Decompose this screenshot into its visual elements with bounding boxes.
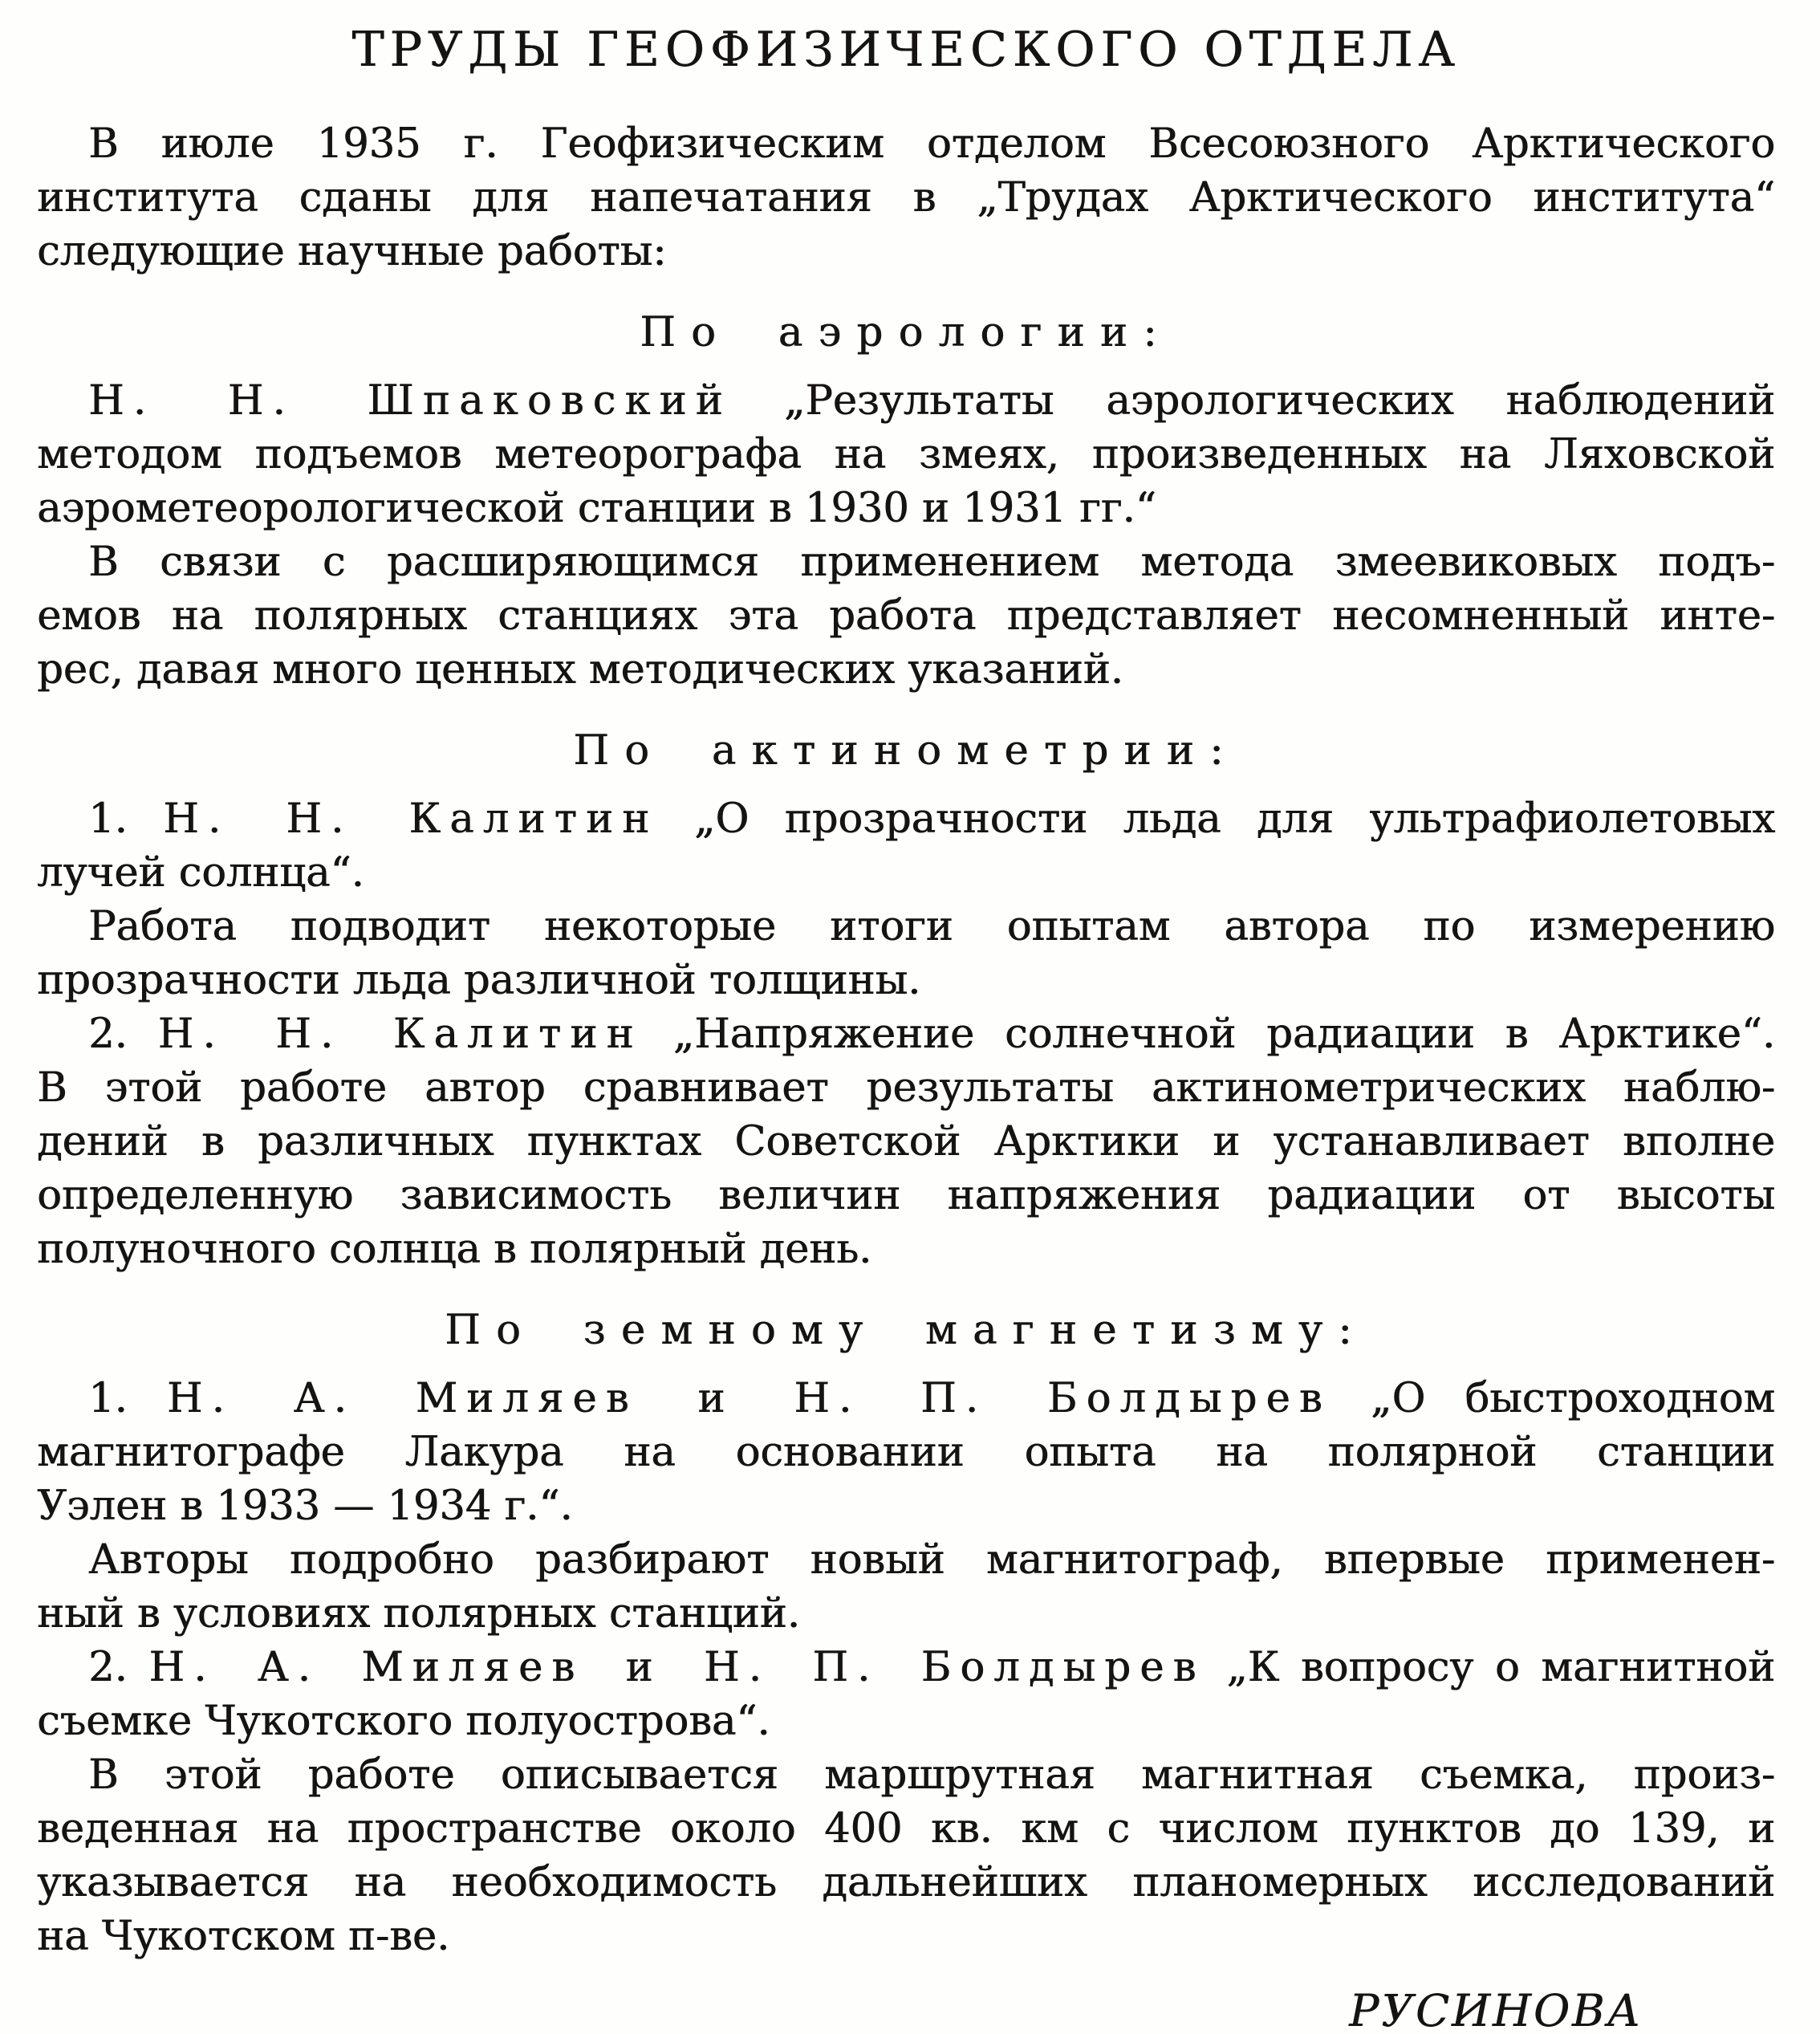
text-segment: определенную зависимость величин напряжения радиации от высоты: [37, 1172, 1775, 1219]
text-segment: „Результаты аэрологических наблюдений: [731, 377, 1776, 425]
text-segment: В этой работе описывается маршрутная магнитная съемка, произ-: [88, 1751, 1775, 1799]
text-line: [37, 1426, 1775, 1479]
author-name-spaced: Н. Н. Шпаковский: [88, 377, 732, 425]
text-line: [37, 900, 1775, 954]
text-line: [37, 1061, 1775, 1115]
text-line: [37, 954, 1775, 1007]
text-line: [37, 846, 1775, 900]
text-line: [37, 374, 1775, 428]
paragraph: [37, 1748, 1775, 1963]
text-segment: рес, давая много ценных методических указаний.: [37, 646, 1123, 694]
text-segment: магнитографе Лакура на основании опыта на полярной станции: [37, 1429, 1775, 1476]
text-segment: дений в различных пунктах Советской Арктики и устанавливает вполне: [37, 1118, 1775, 1165]
text-line: [37, 225, 1775, 279]
text-segment: 2.: [88, 1644, 149, 1691]
text-segment: 2.: [88, 1011, 158, 1058]
paragraph: [37, 1372, 1775, 1533]
paragraph: [37, 1007, 1775, 1276]
document-title: ТРУДЫ ГЕОФИЗИЧЕСКОГО ОТДЕЛА: [351, 22, 1460, 78]
paragraph: [37, 117, 1775, 279]
text-line: [37, 1115, 1775, 1169]
text-segment: прозрачности льда различной толщины.: [37, 957, 921, 1004]
text-segment: Уэлен в 1933 — 1934 г.“.: [37, 1483, 573, 1530]
section-heading: По актинометрии:: [573, 727, 1239, 775]
text-segment: на Чукотском п-ве.: [37, 1913, 450, 1960]
author-name-spaced: Н. Н. Калитин: [163, 795, 659, 843]
text-segment: полуночного солнца в полярный день.: [37, 1226, 872, 1273]
paragraph: [37, 535, 1775, 697]
author-name-spaced: Н. Н. Калитин: [157, 1011, 643, 1058]
text-segment: 1.: [88, 1375, 167, 1422]
text-line: [37, 643, 1775, 697]
text-segment: съемке Чукотского полуострова“.: [37, 1698, 770, 1745]
paragraph: [37, 1641, 1775, 1748]
text-segment: указывается на необходимость дальнейших планомерных исследований: [37, 1859, 1775, 1906]
text-line: [37, 1641, 1775, 1694]
text-line: [37, 1748, 1775, 1802]
text-line: [37, 1479, 1775, 1533]
text-segment: аэрометеорологической станции в 1930 и 1931 гг.“: [37, 485, 1156, 532]
text-line: [37, 1169, 1775, 1222]
paragraph: [37, 1533, 1775, 1641]
text-segment: института сданы для напечатания в „Трудах Арктического института“: [37, 174, 1775, 222]
text-segment: В этой работе автор сравнивает результаты актинометрических наблю-: [37, 1064, 1775, 1112]
text-segment: емов на полярных станциях эта работа представляет несомненный инте-: [37, 592, 1775, 640]
text-segment: Авторы подробно разбирают новый магнитограф, впервые применен-: [88, 1536, 1775, 1584]
text-segment: „О быстроходном: [1330, 1375, 1775, 1422]
document-body: [37, 117, 1775, 1963]
text-segment: „К вопросу о магнитной: [1205, 1644, 1775, 1691]
paragraph: [37, 792, 1775, 900]
text-segment: веденная на пространстве около 400 кв. км с числом пунктов до 139, и: [37, 1805, 1775, 1853]
text-segment: В июле 1935 г. Геофизическим отделом Всесоюзного Арктического: [88, 120, 1775, 168]
text-line: [37, 428, 1775, 482]
author-name-spaced: Н. А. Миляев и Н. П. Болдырев: [166, 1375, 1331, 1422]
text-line: [37, 589, 1775, 643]
paragraph: [37, 900, 1775, 1007]
text-line: [37, 1222, 1775, 1276]
text-line: [37, 1587, 1775, 1641]
text-line: [37, 117, 1775, 171]
text-line: [37, 1533, 1775, 1587]
text-segment: В связи с расширяющимся применением метода змеевиковых подъ-: [88, 539, 1775, 586]
text-segment: следующие научные работы:: [37, 228, 667, 275]
text-line: [37, 792, 1775, 846]
signature: РУСИНОВА: [1349, 1985, 1643, 2034]
text-line: [37, 1694, 1775, 1748]
text-segment: „О прозрачности льда для ультрафиолетовых: [658, 795, 1776, 843]
text-segment: Работа подводит некоторые итоги опытам автора по измерению: [88, 903, 1775, 950]
paragraph: [37, 374, 1775, 535]
text-line: [37, 535, 1775, 589]
text-line: [37, 1910, 1775, 1963]
text-line: [37, 1007, 1775, 1061]
text-line: [37, 1856, 1775, 1910]
author-name-spaced: Н. А. Миляев и Н. П. Болдырев: [148, 1644, 1205, 1691]
text-segment: „Напряжение солнечной радиации в Арктике“.: [642, 1011, 1776, 1058]
text-line: [37, 1372, 1775, 1426]
text-segment: методом подъемов метеорографа на змеях, произведенных на Ляховской: [37, 431, 1775, 478]
text-segment: 1.: [88, 795, 164, 843]
text-segment: ный в условиях полярных станций.: [37, 1590, 800, 1637]
section-heading: По аэрологии:: [640, 309, 1172, 356]
text-line: [37, 1802, 1775, 1856]
text-line: [37, 482, 1775, 535]
text-line: [37, 171, 1775, 225]
text-segment: лучей солнца“.: [37, 849, 364, 897]
section-heading: По земному магнетизму:: [445, 1307, 1367, 1354]
